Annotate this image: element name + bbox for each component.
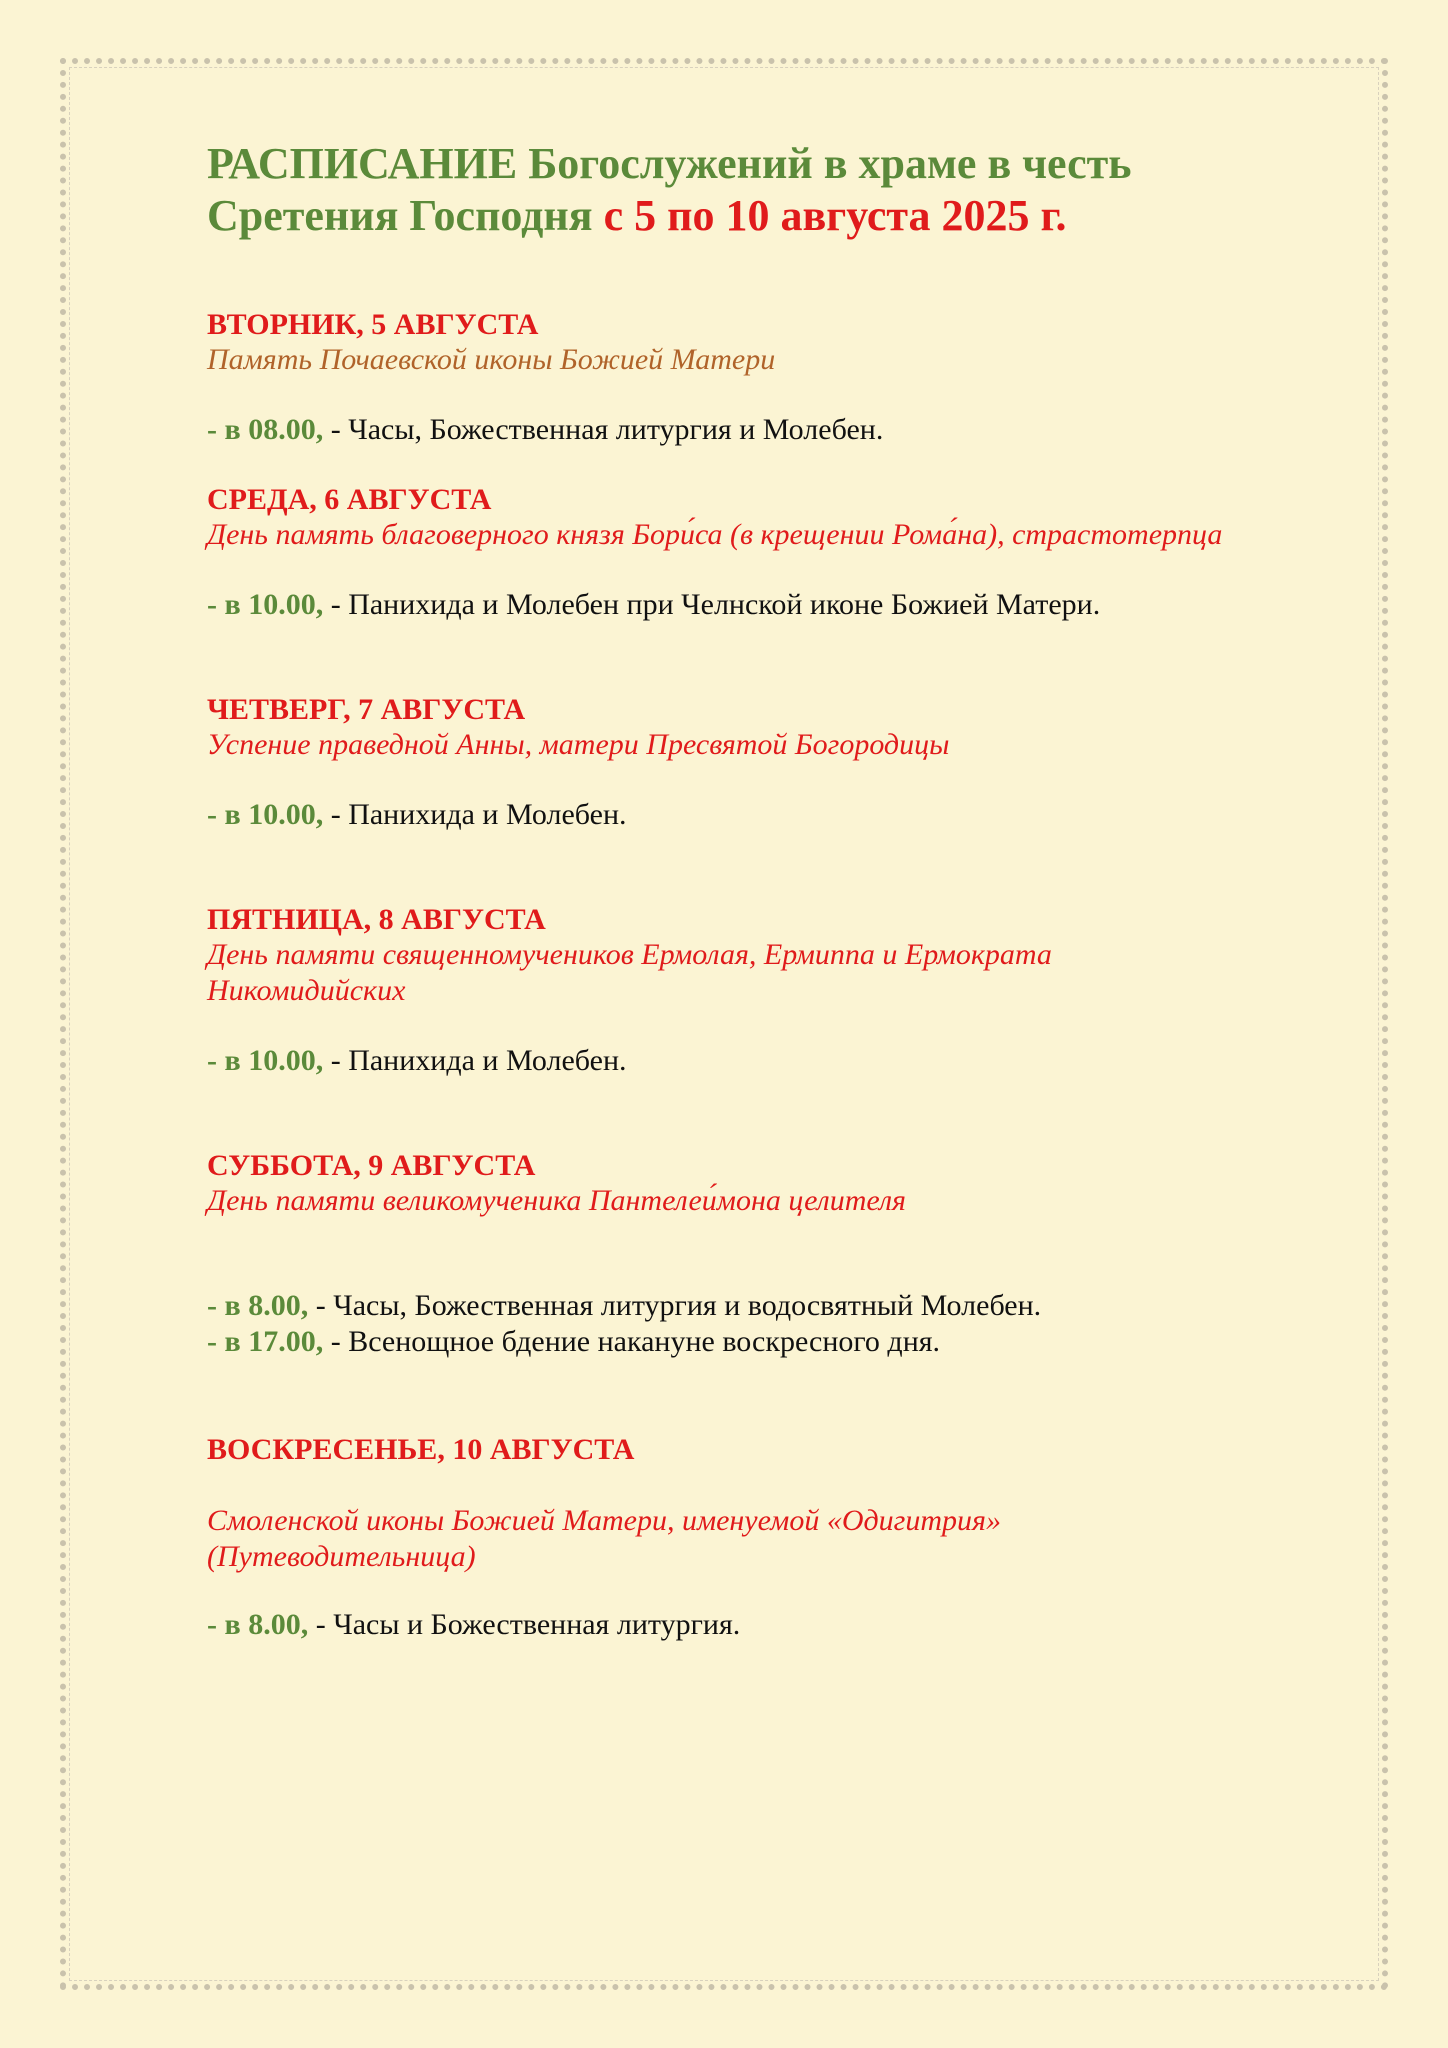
service-text: - Часы, Божественная литургия и Молебен.: [330, 413, 884, 446]
service-time: - в 17.00,: [207, 1325, 324, 1358]
day-heading: ВТОРНИК, 5 АВГУСТА: [207, 308, 539, 341]
service-item: [207, 797, 627, 833]
service-item: [207, 1324, 940, 1360]
service-time: - в 8.00,: [207, 1289, 309, 1322]
service-item: [207, 1043, 627, 1079]
service-item: [207, 1288, 1041, 1324]
day-section-sunday: [207, 1433, 1347, 1641]
day-heading: ВОСКРЕСЕНЬЕ, 10 АВГУСТА: [207, 1433, 635, 1466]
service-item: [207, 587, 1100, 623]
service-text: - Панихида и Молебен при Челнской иконе Божией Матери.: [330, 588, 1101, 621]
feast-description: День память благоверного князя Бори́са (в крещении Рома́на), страстотерпца: [207, 518, 1223, 551]
feast-description: Память Почаевской иконы Божией Матери: [207, 343, 776, 376]
day-section-friday: [207, 903, 1347, 1077]
feast-description-line-2: Никомидийских: [207, 974, 406, 1007]
day-heading: СУББОТА, 9 АВГУСТА: [207, 1149, 536, 1182]
service-time: - в 08.00,: [207, 413, 324, 446]
day-section-tuesday: [207, 308, 1347, 446]
title-church-name: Сретения Господня: [207, 191, 593, 240]
service-time: - в 10.00,: [207, 588, 324, 621]
feast-description: День памяти великомученика Пантелеи́мона целителя: [207, 1184, 906, 1217]
service-time: - в 8.00,: [207, 1608, 309, 1641]
service-time: - в 10.00,: [207, 798, 324, 831]
title-date-range: с 5 по 10 августа 2025 г.: [603, 191, 1067, 240]
service-text: - Панихида и Молебен.: [330, 798, 627, 831]
service-item: [207, 412, 883, 448]
service-item: [207, 1607, 740, 1643]
title-line-1: РАСПИСАНИЕ Богослужений в храме в честь: [207, 139, 1132, 188]
day-section-saturday: [207, 1149, 1347, 1358]
day-heading: ЧЕТВЕРГ, 7 АВГУСТА: [207, 693, 526, 726]
page-title: [207, 138, 1347, 242]
feast-description-line-2: (Путеводительница): [207, 1540, 476, 1573]
schedule-document: [207, 138, 1347, 1641]
feast-description-line-1: День памяти священномучеников Ермолая, Ермиппа и Ермократа: [207, 938, 1052, 971]
feast-description: Успение праведной Анны, матери Пресвятой Богородицы: [207, 728, 950, 761]
service-text: - Часы, Божественная литургия и водосвятный Молебен.: [315, 1289, 1042, 1322]
feast-description-line-1: Смоленской иконы Божией Матери, именуемой «Одигитрия»: [207, 1504, 1001, 1537]
service-text: - Всенощное бдение накануне воскресного дня.: [330, 1325, 941, 1358]
service-text: - Часы и Божественная литургия.: [315, 1608, 741, 1641]
service-time: - в 10.00,: [207, 1044, 324, 1077]
day-heading: ПЯТНИЦА, 8 АВГУСТА: [207, 903, 546, 936]
day-section-thursday: [207, 693, 1347, 831]
day-section-wednesday: [207, 483, 1347, 621]
service-text: - Панихида и Молебен.: [330, 1044, 627, 1077]
day-heading: СРЕДА, 6 АВГУСТА: [207, 483, 492, 516]
